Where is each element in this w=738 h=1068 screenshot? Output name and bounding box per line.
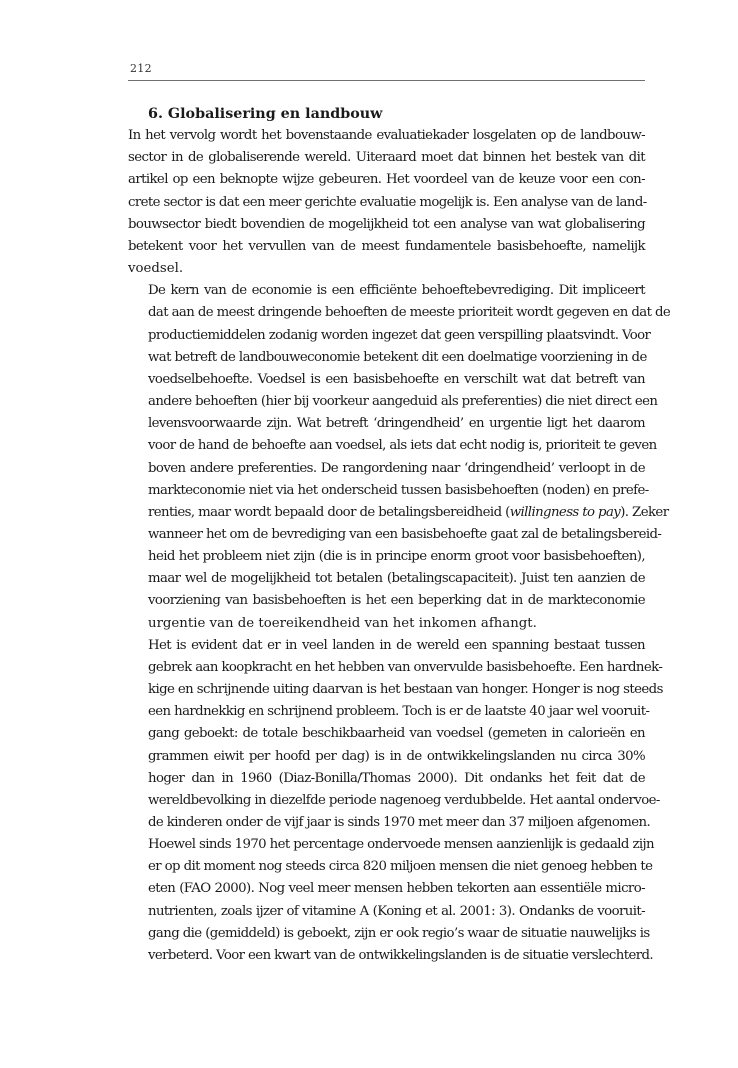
- text-line: voedsel.: [128, 261, 184, 277]
- text-line: Het is evident dat er in veel landen in de wereld een spanning bestaat tussen: [148, 637, 645, 653]
- text-line: crete sector is dat een meer gerichte evaluatie mogelijk is. Een analyse van de land-: [128, 194, 647, 210]
- text-line: wanneer het om de bevrediging van een basisbehoefte gaat zal de betalingsbereid-: [148, 526, 662, 542]
- text-line: verbeterd. Voor een kwart van de ontwikkelingslanden is de situatie verslechterd.: [148, 947, 654, 963]
- article-body: [128, 103, 671, 967]
- text-line: bouwsector biedt bovendien de mogelijkheid tot een analyse van wat globalisering: [128, 216, 645, 232]
- text-line: sector in de globaliserende wereld. Uiteraard moet dat binnen het bestek van dit: [128, 150, 645, 166]
- text-line: artikel op een beknopte wijze gebeuren. Het voordeel van de keuze voor een con-: [128, 172, 645, 188]
- paragraph: [128, 280, 671, 635]
- section-heading: 6. Globalisering en landbouw: [148, 106, 383, 122]
- text-line: voor de hand de behoefte aan voedsel, als iets dat echt nodig is, prioriteit te geven: [148, 438, 657, 454]
- text-line: kige en schrijnende uiting daarvan is het bestaan van honger. Honger is nog steeds: [148, 682, 663, 698]
- text-line: betekent voor het vervullen van de meest fundamentele basisbehoefte, namelijk: [128, 238, 645, 254]
- text-line: gang geboekt: de totale beschikbaarheid van voedsel (gemeten in calorieën en: [148, 726, 645, 742]
- text-line: De kern van de economie is een efficiënte behoeftebevrediging. Dit impliceert: [148, 283, 645, 299]
- text-line: grammen eiwit per hoofd per dag) is in de ontwikkelingslanden nu circa 30%: [148, 748, 645, 764]
- text-line: andere behoeften (hier bij voorkeur aangeduid als preferenties) die niet direct een: [148, 394, 658, 410]
- text-line: er op dit moment nog steeds circa 820 miljoen mensen die niet genoeg hebben te: [148, 859, 653, 875]
- text-line: wat betreft de landbouweconomie betekent dit een doelmatige voorziening in de: [148, 349, 647, 365]
- paragraph-list: [128, 125, 671, 967]
- paragraph: [128, 635, 663, 967]
- header-divider: [128, 80, 645, 81]
- text-line: productiemiddelen zodanig worden ingezet dat geen verspilling plaatsvindt. Voor: [148, 327, 651, 343]
- text-line: een hardnekkig en schrijnend probleem. Toch is er de laatste 40 jaar wel vooruit-: [148, 704, 650, 720]
- text-line: urgentie van de toereikendheid van het inkomen afhangt.: [148, 615, 537, 631]
- text-line: renties, maar wordt bepaald door de betalingsbereidheid (willingness to pay). Zeker: [148, 504, 669, 520]
- text-line: eten (FAO 2000). Nog veel meer mensen hebben tekorten aan essentiële micro-: [148, 881, 645, 897]
- text-line: maar wel de mogelijkheid tot betalen (betalingscapaciteit). Juist ten aanzien de: [148, 571, 645, 587]
- paragraph: [128, 125, 645, 280]
- text-line: In het vervolg wordt het bovenstaande evaluatiekader losgelaten op de landbouw-: [128, 128, 645, 144]
- text-line: levensvoorwaarde zijn. Wat betreft ‘dringendheid’ en urgentie ligt het daarom: [148, 416, 645, 432]
- italic-term: willingness to pay: [509, 504, 621, 520]
- text-line: hoger dan in 1960 (Diaz-Bonilla/Thomas 2000). Dit ondanks het feit dat de: [148, 770, 645, 786]
- page-number: 212: [130, 62, 152, 75]
- text-line: de kinderen onder de vijf jaar is sinds 1970 met meer dan 37 miljoen afgenomen.: [148, 815, 651, 830]
- text-line: heid het probleem niet zijn (die is in principe enorm groot voor basisbehoeften),: [148, 549, 645, 565]
- text-line: voedselbehoefte. Voedsel is een basisbehoefte en verschilt wat dat betreft van: [148, 371, 645, 387]
- text-line: dat aan de meest dringende behoeften de meeste prioriteit wordt gegeven en dat de: [148, 305, 671, 321]
- text-line: Hoewel sinds 1970 het percentage ondervoede mensen aanzienlijk is gedaald zijn: [148, 837, 655, 853]
- text-line: boven andere preferenties. De rangordening naar ‘dringendheid’ verloopt in de: [148, 460, 645, 476]
- text-line: markteconomie niet via het onderscheid tussen basisbehoeften (noden) en prefe-: [148, 482, 649, 498]
- text-line: gang die (gemiddeld) is geboekt, zijn er ook regio’s waar de situatie nauwelijks is: [148, 925, 650, 941]
- text-line: nutrienten, zoals ijzer of vitamine A (Koning et al. 2001: 3). Ondanks de vooruit-: [148, 903, 645, 919]
- text-line: voorziening van basisbehoeften is het een beperking dat in de markteconomie: [148, 593, 645, 609]
- text-line: gebrek aan koopkracht en het hebben van onvervulde basisbehoefte. Een hardnek-: [148, 659, 663, 675]
- text-line: wereldbevolking in diezelfde periode nagenoeg verdubbelde. Het aantal ondervoe-: [148, 792, 660, 808]
